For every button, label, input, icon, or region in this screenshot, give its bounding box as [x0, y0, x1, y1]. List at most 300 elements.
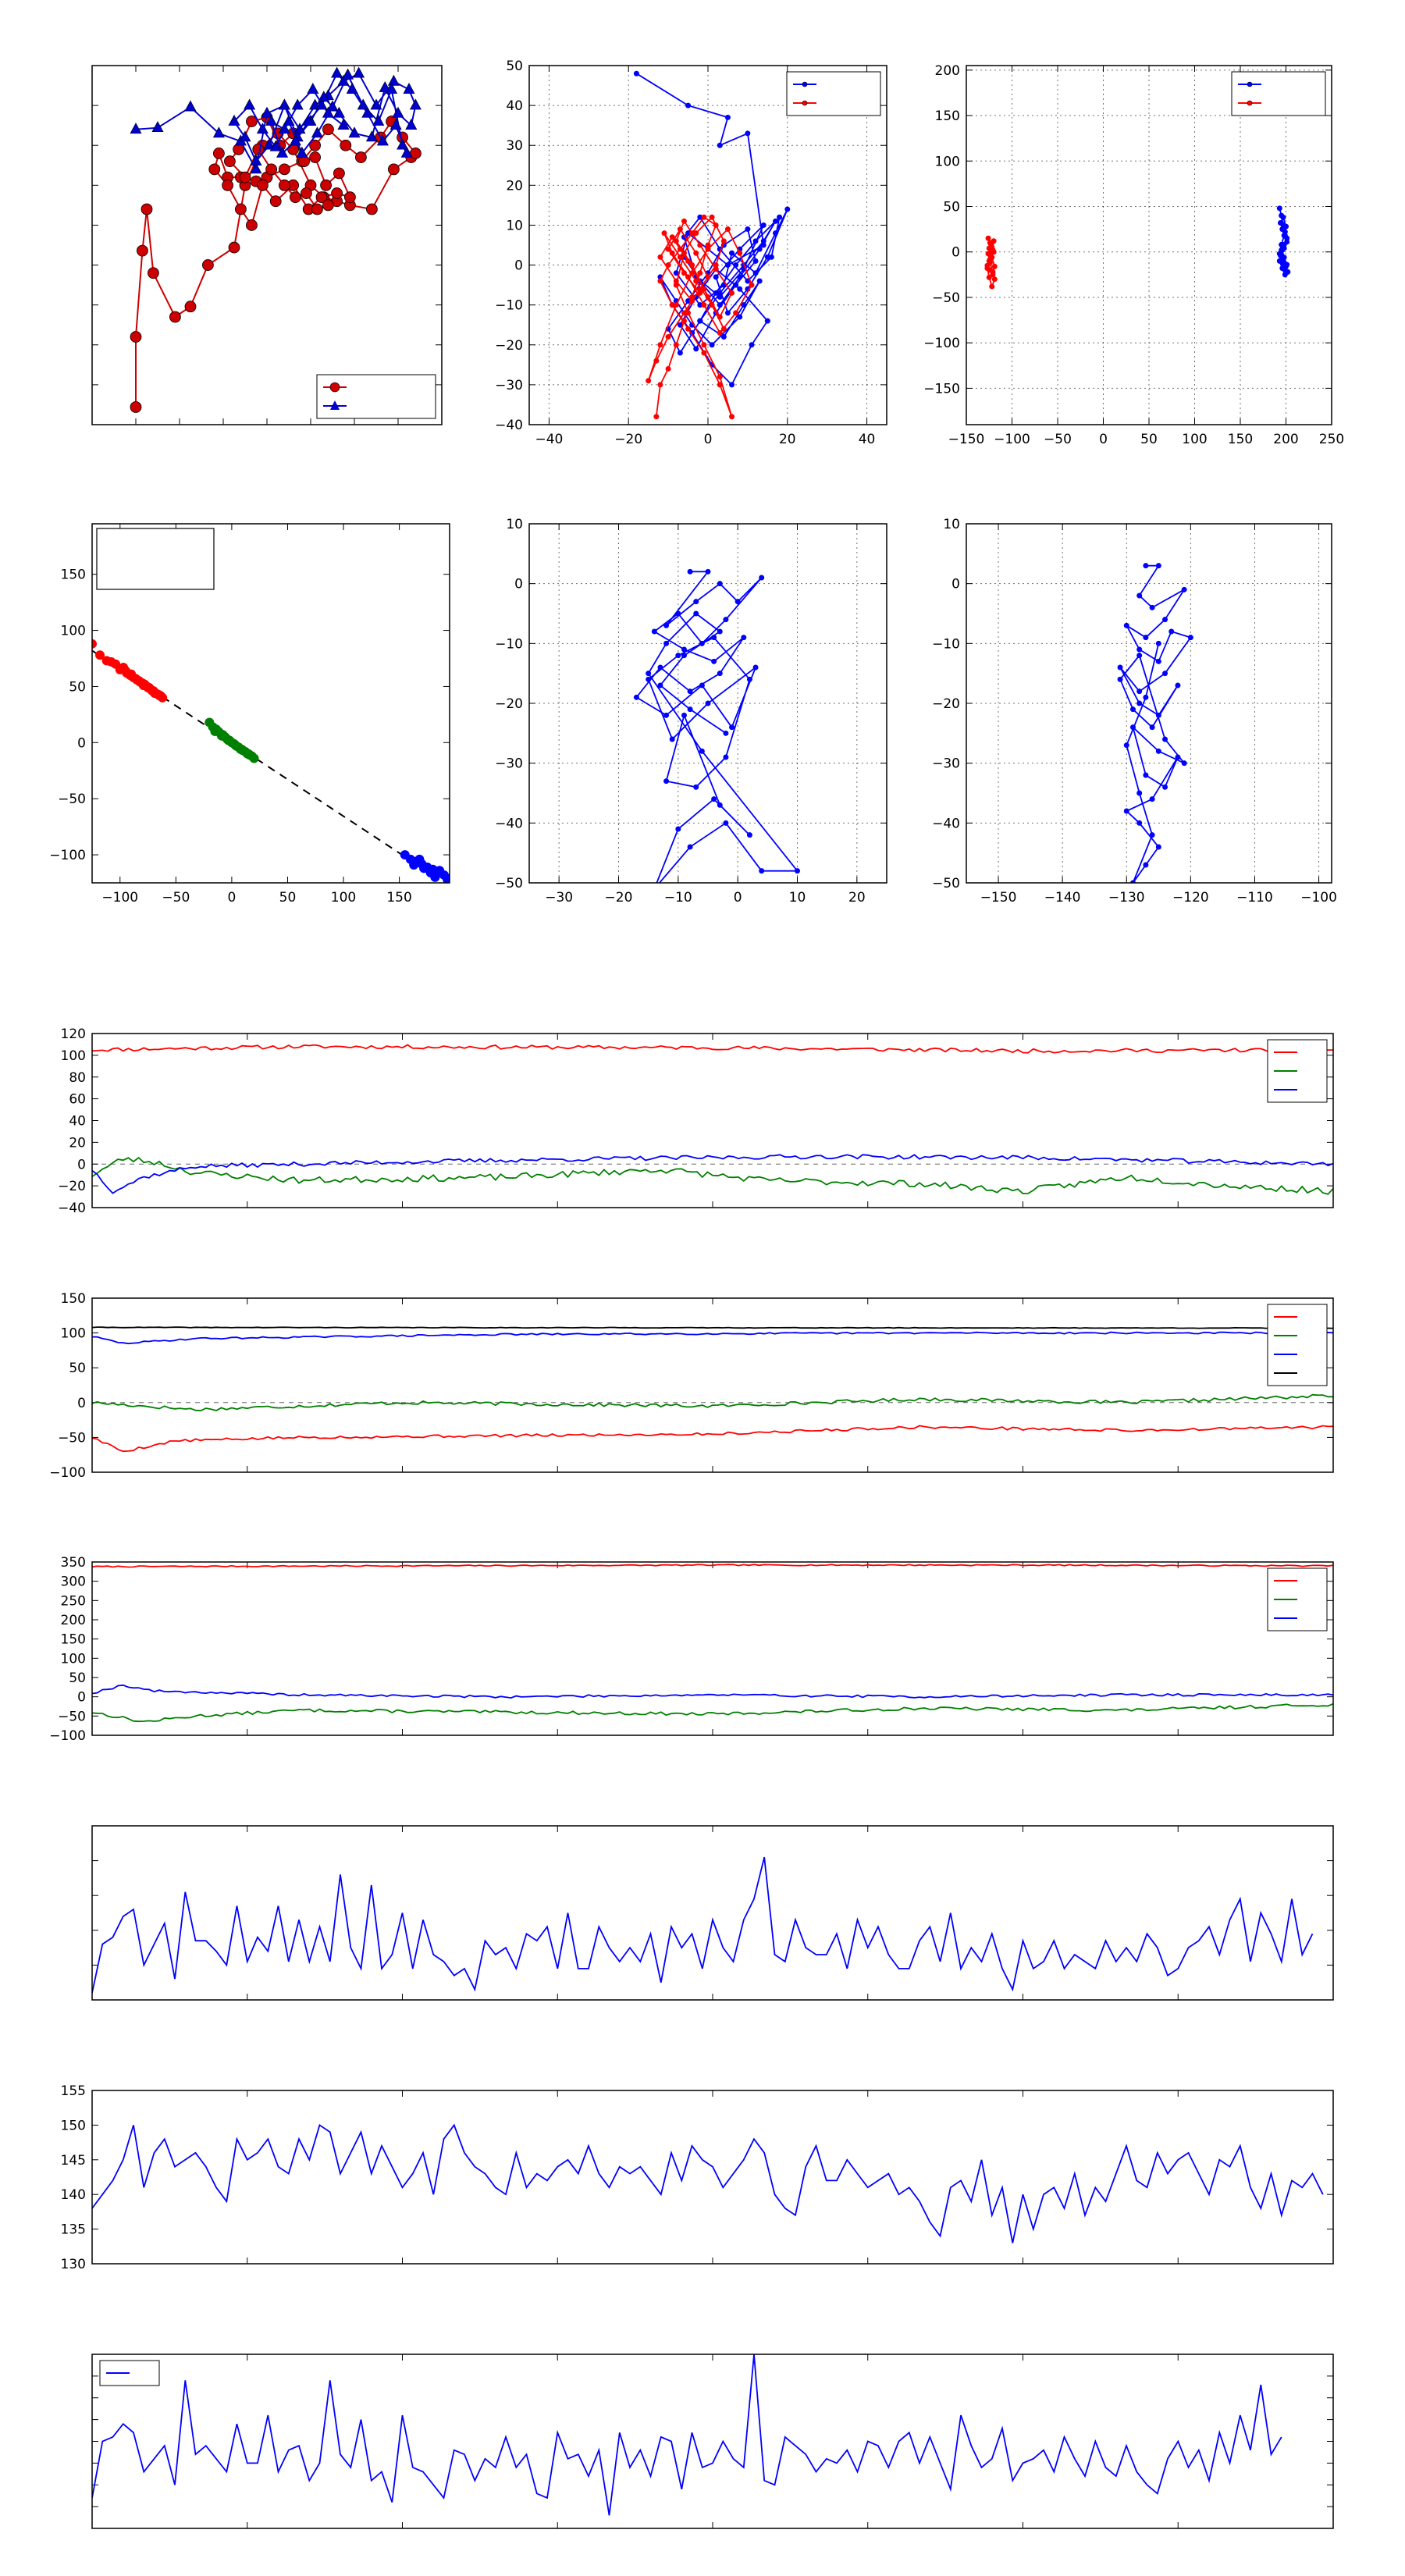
h23-point — [777, 215, 782, 220]
tp-point — [311, 127, 322, 137]
h23-ytick-label: −10 — [495, 297, 523, 314]
tp-point — [279, 164, 290, 175]
bfield-ytick-label: −40 — [58, 1201, 86, 1216]
h33-point — [989, 283, 994, 289]
hr23-point — [717, 581, 723, 586]
vsw-ytick-label: 200 — [60, 1613, 86, 1628]
h23-point — [681, 219, 687, 224]
np-plot-area — [92, 2125, 1323, 2243]
hr23-point — [663, 641, 669, 646]
tp-point — [130, 332, 141, 343]
np-ytick-label: 140 — [60, 2187, 86, 2204]
h23-point — [769, 254, 774, 260]
h23-ytick-label: −30 — [495, 377, 523, 393]
tp-point — [202, 260, 213, 271]
hr33-point — [1162, 671, 1168, 676]
tp-series-line — [136, 117, 415, 407]
h23-point — [701, 286, 706, 292]
np-ytick-label: 130 — [60, 2257, 86, 2272]
hr23-point — [688, 845, 693, 850]
h23-legend-marker — [802, 101, 807, 105]
h23-point — [773, 230, 778, 236]
hr33-point — [1124, 809, 1129, 814]
hr23-point — [646, 677, 651, 682]
tp-point — [235, 204, 246, 215]
h23-point — [657, 279, 663, 284]
tp-point — [240, 172, 251, 183]
tp-point — [333, 168, 344, 179]
hr23-xtick-label: −10 — [663, 890, 692, 906]
h33-point — [1279, 247, 1284, 253]
h33-ytick-label: −100 — [923, 336, 960, 352]
beta-series-line — [92, 1857, 1313, 1993]
beta-frame — [92, 1826, 1333, 2000]
hr23-point — [652, 629, 657, 635]
hr33-xtick-label: −100 — [1300, 890, 1337, 906]
h23-point — [674, 342, 679, 347]
h23-legend-marker — [802, 82, 807, 87]
hr23-point — [706, 701, 711, 706]
bfield-ytick-label: 40 — [69, 1113, 86, 1130]
h33-ytick-label: 0 — [951, 244, 960, 261]
h23-xtick-label: 20 — [778, 432, 796, 447]
h23-point — [681, 310, 687, 315]
h23-point — [689, 270, 695, 276]
hr23-point — [681, 647, 687, 653]
h23-point — [710, 342, 715, 347]
hr23-point — [657, 683, 663, 688]
hr33-point — [1182, 760, 1187, 766]
tp-point — [393, 107, 404, 117]
h23-ytick-label: 50 — [506, 59, 523, 74]
h23-point — [697, 243, 702, 248]
walen-point — [414, 855, 424, 864]
h23-point — [721, 238, 727, 244]
hr33-ytick-label: −10 — [932, 636, 960, 653]
h23-point — [706, 247, 711, 252]
tp-point — [229, 242, 240, 253]
hr23-point — [634, 695, 639, 700]
vsw-ytick-label: −50 — [58, 1709, 86, 1725]
h23-point — [753, 270, 759, 276]
tp-series-line — [136, 73, 415, 169]
h23-point — [725, 310, 731, 315]
hr23-point — [723, 820, 728, 826]
hr33-point — [1188, 635, 1193, 640]
hr23-point — [717, 671, 723, 676]
h23-point — [725, 262, 731, 268]
tp-point — [288, 144, 299, 155]
hr33-ytick-label: −30 — [932, 756, 960, 772]
hr23-ytick-label: −50 — [495, 876, 523, 891]
tp-point — [343, 69, 354, 79]
h23-point — [717, 315, 723, 320]
bflux-series-line — [92, 1332, 1333, 1344]
tp-panel — [92, 66, 442, 425]
np-series-line — [92, 2125, 1323, 2243]
h23-point — [717, 143, 723, 148]
hr23-ytick-label: −30 — [495, 756, 523, 772]
vsw-ytick-label: 150 — [60, 1631, 86, 1648]
tp-point — [152, 122, 163, 132]
hr33-point — [1162, 737, 1168, 742]
h23-point — [729, 414, 735, 419]
bfield-ytick-label: 80 — [69, 1069, 86, 1086]
tp-point — [185, 101, 196, 111]
h23-point — [717, 330, 723, 336]
h23-point — [697, 290, 702, 296]
hr23-point — [711, 659, 717, 664]
tp-point — [299, 156, 310, 167]
h23-point — [674, 279, 679, 284]
hr33-xtick-label: −140 — [1044, 890, 1081, 906]
hr23-series-line — [636, 571, 797, 888]
tp-point — [321, 180, 332, 190]
walen-plot-area — [87, 639, 454, 886]
tp-point — [209, 164, 220, 175]
tp-point — [406, 119, 417, 130]
h33-point — [989, 254, 994, 260]
hr23-xtick-label: −30 — [545, 890, 574, 906]
h33-point — [1284, 262, 1289, 268]
h23-point — [733, 283, 738, 288]
h23-panel — [495, 59, 887, 447]
h33-point — [988, 240, 994, 246]
tp-point — [224, 156, 235, 167]
h23-plot-area — [634, 71, 790, 420]
tp-point — [137, 245, 148, 256]
vsw-ytick-label: 350 — [60, 1555, 86, 1571]
h33-point — [987, 260, 993, 265]
h23-point — [733, 262, 738, 268]
vsw-ytick-label: 250 — [60, 1593, 86, 1610]
bfield-ytick-label: 20 — [69, 1135, 86, 1151]
h33-point — [1277, 205, 1282, 211]
hr23-point — [693, 611, 699, 617]
vsw-series-line — [92, 1704, 1333, 1722]
vsw-panel — [49, 1555, 1333, 1744]
hr23-point — [747, 677, 752, 682]
h33-legend-box — [1232, 72, 1325, 116]
hr33-point — [1156, 641, 1161, 646]
bflux-ytick-label: 0 — [77, 1395, 86, 1411]
h23-point — [745, 226, 750, 232]
h23-point — [697, 318, 702, 324]
hr23-point — [717, 802, 723, 808]
vsw-ytick-label: 50 — [69, 1670, 86, 1686]
bflux-frame — [92, 1298, 1333, 1472]
hr33-point — [1175, 755, 1180, 760]
hr23-ytick-label: −20 — [495, 696, 523, 712]
hr23-point — [681, 653, 687, 658]
h33-point — [1282, 268, 1288, 273]
tp-point — [366, 204, 377, 215]
hr23-point — [699, 683, 705, 688]
hr23-point — [723, 617, 728, 622]
tp-point — [246, 219, 257, 230]
h23-point — [753, 258, 759, 264]
walen-ytick-label: 0 — [77, 735, 86, 752]
h33-ytick-label: 100 — [934, 154, 960, 170]
h23-point — [685, 274, 691, 279]
h23-xtick-label: 0 — [703, 432, 713, 447]
np-panel — [61, 2083, 1333, 2272]
hr23-ytick-label: 0 — [514, 576, 523, 592]
hr33-point — [1143, 635, 1148, 640]
tp-point — [410, 99, 421, 109]
h23-point — [765, 318, 770, 324]
walen-xtick-label: 0 — [227, 890, 237, 906]
h23-point — [729, 251, 735, 256]
tp-point — [279, 99, 290, 109]
hr33-ytick-label: −40 — [932, 816, 960, 832]
hr33-point — [1156, 749, 1161, 754]
bflux-ytick-label: −50 — [58, 1430, 86, 1446]
h33-point — [1283, 224, 1289, 229]
tp-point — [270, 196, 281, 207]
hr23-point — [652, 886, 657, 891]
tp-legend-marker — [330, 382, 340, 392]
h33-point — [990, 269, 995, 275]
hr23-point — [688, 706, 693, 712]
hr23-point — [711, 635, 717, 640]
hr33-point — [1130, 724, 1136, 730]
hr33-point — [1162, 785, 1168, 790]
tpp-series-line — [92, 2354, 1282, 2515]
hr33-point — [1150, 832, 1155, 838]
h23-point — [710, 215, 715, 220]
tp-point — [355, 152, 366, 163]
h33-panel — [923, 63, 1344, 447]
tp-point — [130, 123, 141, 133]
hr33-point — [1124, 742, 1129, 748]
h33-xtick-label: 50 — [1140, 432, 1158, 447]
hr33-panel — [932, 517, 1337, 906]
hr23-point — [675, 611, 681, 617]
hr23-point — [741, 635, 746, 640]
bfield-legend — [1268, 1040, 1327, 1102]
tp-point — [141, 204, 152, 215]
hr33-series-line — [1120, 566, 1190, 883]
hr33-point — [1156, 563, 1161, 568]
h23-point — [717, 302, 723, 308]
tp-point — [213, 148, 224, 158]
hr33-point — [1143, 695, 1148, 700]
h23-ytick-label: 40 — [506, 98, 523, 115]
hr23-point — [747, 832, 752, 838]
tp-point — [322, 200, 333, 211]
hr33-point — [1175, 683, 1180, 688]
tp-point — [290, 192, 301, 203]
vsw-plot-area — [92, 1564, 1333, 1721]
bflux-legend — [1268, 1304, 1327, 1386]
tp-point — [311, 204, 322, 215]
np-ytick-label: 135 — [60, 2222, 86, 2238]
h23-point — [657, 382, 663, 387]
tp-point — [344, 192, 355, 203]
hr23-point — [681, 713, 687, 718]
bflux-series-line — [92, 1327, 1333, 1329]
h23-point — [737, 286, 742, 292]
vsw-ytick-label: −100 — [49, 1728, 86, 1744]
walen-ytick-label: 150 — [60, 567, 86, 583]
tp-point — [310, 152, 321, 163]
h23-point — [757, 279, 763, 284]
walen-xtick-label: 100 — [330, 890, 357, 906]
h23-ytick-label: 30 — [506, 138, 523, 155]
h33-legend-marker — [1247, 82, 1252, 87]
hr33-xtick-label: −110 — [1236, 890, 1273, 906]
h23-legend — [787, 72, 880, 116]
h23-point — [701, 342, 706, 347]
bfield-ytick-label: 100 — [60, 1048, 86, 1064]
tpp-plot-area — [92, 2354, 1282, 2515]
hr33-point — [1136, 647, 1142, 653]
h23-point — [685, 103, 691, 109]
h23-point — [674, 302, 679, 308]
h23-point — [706, 294, 711, 300]
tp-point — [332, 67, 343, 77]
vsw-ytick-label: 0 — [77, 1689, 86, 1706]
h33-xtick-label: 250 — [1318, 432, 1345, 447]
walen-ytick-label: 100 — [60, 623, 86, 639]
h33-xtick-label: −150 — [948, 432, 985, 447]
hr23-xtick-label: 10 — [788, 890, 806, 906]
hr23-xtick-label: −20 — [604, 890, 633, 906]
h23-point — [701, 215, 706, 220]
h23-point — [653, 358, 659, 364]
h23-point — [729, 290, 735, 296]
np-frame — [92, 2090, 1333, 2264]
h23-point — [717, 374, 723, 379]
walen-xtick-label: −100 — [101, 890, 139, 906]
h23-point — [710, 302, 715, 308]
tp-point — [322, 124, 333, 135]
hr23-point — [706, 569, 711, 575]
h23-legend-box — [787, 72, 880, 116]
tp-point — [244, 99, 255, 109]
walen-point — [157, 692, 166, 701]
tp-legend-box — [317, 375, 436, 418]
h23-point — [678, 226, 683, 232]
tp-point — [213, 127, 224, 137]
tp-point — [266, 164, 277, 175]
hr23-point — [729, 724, 735, 730]
h23-point — [749, 283, 754, 288]
hr33-point — [1118, 665, 1123, 671]
h23-point — [666, 262, 671, 268]
tp-point — [257, 180, 268, 190]
walen-stats-box — [97, 528, 214, 589]
vsw-legend — [1268, 1568, 1327, 1631]
hr23-point — [657, 665, 663, 671]
h33-point — [1280, 215, 1286, 220]
h33-ytick-label: −50 — [932, 290, 960, 306]
hr33-point — [1162, 617, 1168, 622]
hr23-point — [693, 599, 699, 604]
h23-xtick-label: −20 — [614, 432, 643, 447]
np-ytick-label: 150 — [60, 2118, 86, 2134]
tp-point — [332, 188, 343, 199]
h23-point — [670, 234, 675, 240]
hr23-panel — [495, 517, 887, 906]
hr33-point — [1150, 724, 1155, 730]
h33-point — [984, 265, 990, 271]
h23-ytick-label: 10 — [506, 218, 523, 234]
h33-plot-area — [984, 205, 1290, 289]
hr23-point — [723, 755, 728, 760]
h23-xtick-label: −40 — [535, 432, 564, 447]
hr33-point — [1136, 593, 1142, 599]
np-ytick-label: 155 — [60, 2083, 86, 2099]
tp-point — [388, 75, 399, 85]
hr33-point — [1182, 587, 1187, 592]
hr23-ytick-label: 10 — [506, 517, 523, 532]
vsw-series-line — [92, 1685, 1333, 1698]
bflux-panel — [49, 1291, 1333, 1481]
hr33-point — [1143, 563, 1148, 568]
h33-point — [1279, 242, 1284, 247]
tp-point — [354, 67, 365, 77]
h23-point — [749, 342, 754, 347]
walen-ytick-label: 50 — [69, 679, 86, 696]
beta-plot-area — [92, 1857, 1313, 1993]
h23-point — [725, 115, 731, 120]
hr23-point — [688, 688, 693, 694]
h33-xtick-label: −50 — [1044, 432, 1072, 447]
h23-point — [737, 251, 742, 256]
tp-point — [340, 140, 351, 151]
h23-point — [646, 378, 651, 383]
hr23-point — [675, 653, 681, 658]
hr23-ytick-label: −10 — [495, 636, 523, 653]
h23-ytick-label: −20 — [495, 337, 523, 354]
hr33-point — [1136, 791, 1142, 796]
walen-xtick-label: 150 — [386, 890, 412, 906]
h23-point — [733, 310, 738, 315]
h23-point — [721, 326, 727, 332]
hr33-xtick-label: −130 — [1108, 890, 1145, 906]
hr23-point — [717, 629, 723, 635]
vsw-ytick-label: 300 — [60, 1574, 86, 1590]
hr23-point — [663, 713, 669, 718]
h33-xtick-label: −100 — [994, 432, 1030, 447]
hr33-xtick-label: −120 — [1172, 890, 1209, 906]
h23-point — [757, 247, 763, 252]
h33-ytick-label: −150 — [923, 381, 960, 397]
bfield-panel — [58, 1026, 1333, 1216]
hr33-ytick-label: 10 — [943, 517, 960, 532]
h23-point — [717, 382, 723, 387]
h23-point — [761, 222, 767, 228]
hr23-point — [711, 796, 717, 802]
hr33-point — [1156, 845, 1161, 850]
hr33-point — [1156, 659, 1161, 664]
hr23-point — [735, 599, 741, 604]
h23-ytick-label: −40 — [495, 418, 523, 433]
walen-point — [244, 749, 253, 759]
hr33-point — [1124, 623, 1129, 628]
h23-ytick-label: 0 — [514, 258, 523, 274]
h23-point — [666, 247, 671, 252]
h23-point — [678, 350, 683, 356]
hr23-point — [663, 623, 669, 628]
h23-point — [653, 414, 659, 419]
hr33-point — [1136, 701, 1142, 706]
hr33-point — [1136, 688, 1142, 694]
h23-point — [713, 274, 719, 279]
h23-point — [717, 290, 723, 296]
